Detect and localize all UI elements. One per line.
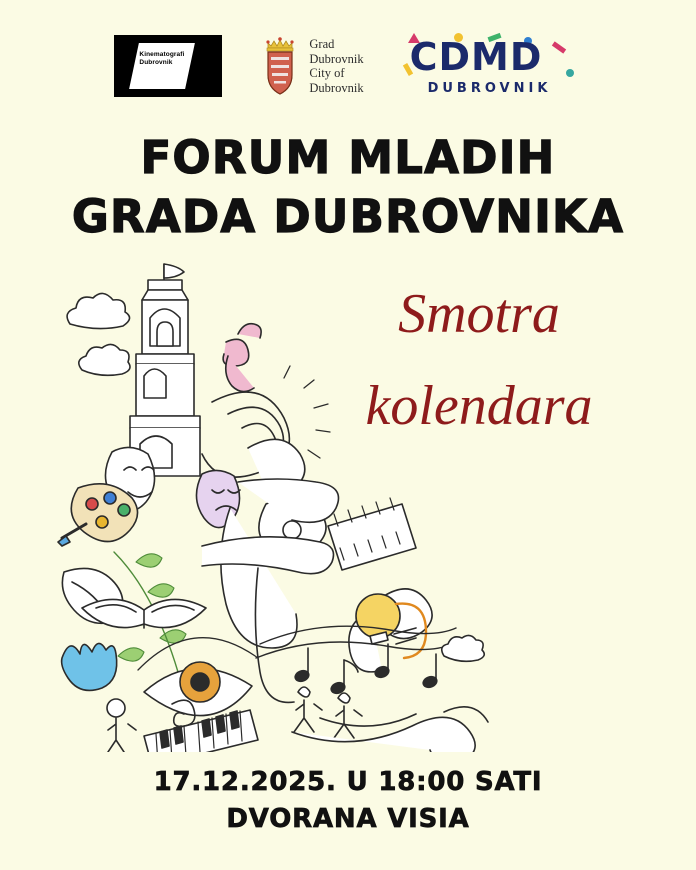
coat-of-arms-icon <box>260 35 300 97</box>
cdmd-wordmark: CDMD <box>409 35 543 79</box>
subtitle-line-1: Smotra <box>398 283 560 345</box>
grad-dubrovnik-logo <box>260 35 363 97</box>
event-details <box>0 764 696 838</box>
headline-line-2: GRADA DUBROVNIKA <box>71 190 625 243</box>
kinematografi-logo-line2: Dubrovnik <box>139 59 173 66</box>
kinematografi-dubrovnik-logo <box>114 35 222 97</box>
grad-dubrovnik-line2: Dubrovnik <box>309 51 364 66</box>
headline-line-1: FORUM MLADIH <box>140 131 556 184</box>
logo-strip <box>0 26 696 106</box>
cdm-decor-dot-teal-icon <box>566 69 574 77</box>
cdmd-dubrovnik-logo <box>402 33 582 99</box>
cdmd-subtitle: DUBROVNIK <box>427 81 552 96</box>
grad-dubrovnik-line1: Grad <box>309 37 335 51</box>
kinematografi-logo-text <box>139 51 191 67</box>
central-illustration <box>52 252 522 752</box>
subtitle-line-2: kolendara <box>365 375 593 437</box>
event-venue: DVORANA VISIA <box>226 804 470 834</box>
grad-dubrovnik-logo-text <box>309 37 363 95</box>
grad-dubrovnik-line3: City of <box>309 66 345 80</box>
poster-headline <box>0 128 696 246</box>
grad-dubrovnik-line4: Dubrovnik <box>309 80 364 95</box>
event-datetime: 17.12.2025. U 18:00 SATI <box>153 767 543 797</box>
cdm-decor-bar-red-icon <box>551 41 565 53</box>
kinematografi-logo-line1: Kinematografi <box>139 51 185 58</box>
